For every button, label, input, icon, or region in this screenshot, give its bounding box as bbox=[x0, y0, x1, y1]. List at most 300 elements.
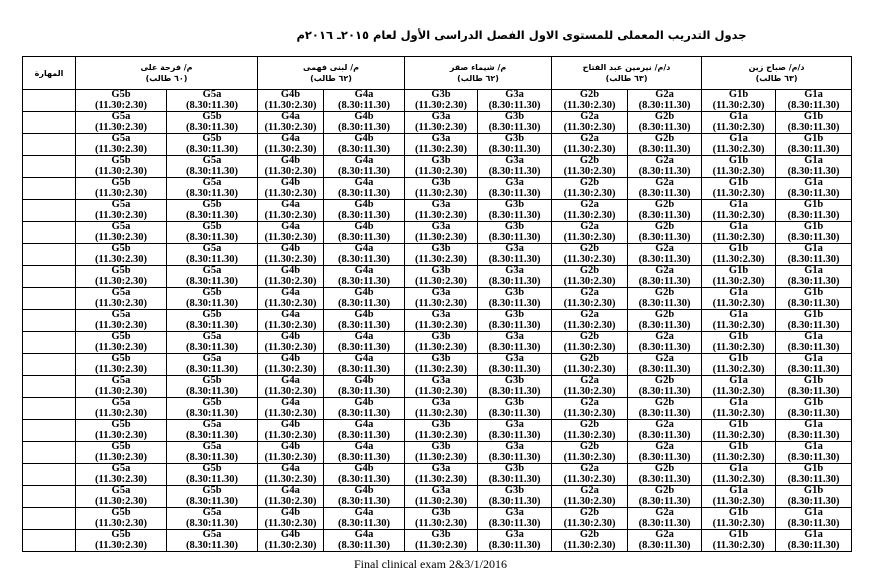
group-cell bbox=[405, 134, 478, 156]
skill-cell bbox=[23, 156, 76, 178]
group-cell bbox=[478, 288, 552, 310]
group-cell bbox=[324, 310, 405, 332]
group-cell bbox=[324, 288, 405, 310]
group-code: G2b bbox=[579, 177, 600, 188]
group-code: G4a bbox=[354, 243, 374, 254]
session-time: (11.30:2.30) bbox=[95, 363, 147, 375]
group-cell bbox=[478, 200, 552, 222]
group-cell bbox=[76, 266, 167, 288]
session-time: (11.30:2.30) bbox=[95, 253, 147, 265]
session-time: (11.30:2.30) bbox=[415, 407, 467, 419]
session-time: (11.30:2.30) bbox=[712, 495, 765, 507]
group-code: G4b bbox=[280, 331, 301, 342]
group-code: G2b bbox=[654, 463, 675, 474]
group-cell bbox=[478, 442, 552, 464]
group-code: G1a bbox=[729, 463, 748, 474]
group-cell bbox=[628, 420, 702, 442]
group-cell bbox=[776, 310, 852, 332]
session-time: (11.30:2.30) bbox=[563, 275, 616, 287]
group-code: G5a bbox=[111, 221, 131, 232]
skill-cell bbox=[23, 134, 76, 156]
group-code: G3b bbox=[431, 89, 451, 100]
session-time: (11.30:2.30) bbox=[712, 429, 765, 441]
session-time: (8.30:11.30) bbox=[338, 297, 390, 309]
table-row bbox=[23, 90, 852, 112]
session-time: (11.30:2.30) bbox=[415, 297, 467, 309]
session-time: (8.30:11.30) bbox=[488, 429, 541, 441]
group-code: G1a bbox=[804, 155, 823, 166]
session-time: (8.30:11.30) bbox=[488, 143, 541, 155]
group-code: G5b bbox=[202, 199, 222, 210]
group-cell bbox=[258, 376, 324, 398]
header-row bbox=[23, 57, 852, 90]
group-code: G5a bbox=[202, 243, 222, 254]
session-time: (8.30:11.30) bbox=[488, 319, 541, 331]
group-code: G4b bbox=[280, 441, 301, 452]
group-cell bbox=[76, 310, 167, 332]
group-cell bbox=[478, 310, 552, 332]
group-code: G2b bbox=[654, 199, 675, 210]
session-time: (8.30:11.30) bbox=[787, 495, 840, 507]
session-time: (11.30:2.30) bbox=[95, 473, 147, 485]
session-time: (8.30:11.30) bbox=[787, 517, 840, 529]
session-time: (11.30:2.30) bbox=[563, 517, 616, 529]
skill-cell bbox=[23, 332, 76, 354]
group-code: G1b bbox=[728, 353, 749, 364]
session-time: (8.30:11.30) bbox=[186, 539, 238, 551]
session-time: (8.30:11.30) bbox=[186, 99, 238, 111]
group-cell bbox=[776, 222, 852, 244]
session-time: (11.30:2.30) bbox=[415, 517, 467, 529]
session-time: (11.30:2.30) bbox=[264, 231, 317, 243]
group-code: G1a bbox=[804, 419, 823, 430]
group-code: G2a bbox=[580, 199, 599, 210]
session-time: (8.30:11.30) bbox=[638, 451, 691, 463]
group-code: G1b bbox=[728, 419, 749, 430]
group-cell bbox=[478, 222, 552, 244]
group-code: G2b bbox=[654, 485, 675, 496]
group-code: G4b bbox=[354, 111, 374, 122]
session-time: (11.30:2.30) bbox=[563, 319, 616, 331]
session-time: (8.30:11.30) bbox=[638, 187, 691, 199]
group-code: G4b bbox=[354, 397, 374, 408]
group-cell bbox=[167, 508, 258, 530]
group-code: G1a bbox=[804, 353, 823, 364]
session-time: (8.30:11.30) bbox=[186, 385, 238, 397]
session-time: (8.30:11.30) bbox=[186, 253, 238, 265]
session-time: (11.30:2.30) bbox=[264, 429, 317, 441]
group-cell bbox=[702, 442, 776, 464]
session-time: (11.30:2.30) bbox=[264, 473, 317, 485]
session-time: (8.30:11.30) bbox=[638, 99, 691, 111]
group-cell bbox=[167, 332, 258, 354]
session-time: (8.30:11.30) bbox=[488, 187, 541, 199]
group-code: G5b bbox=[111, 441, 131, 452]
group-code: G2b bbox=[654, 375, 675, 386]
session-time: (8.30:11.30) bbox=[338, 143, 390, 155]
group-cell bbox=[258, 200, 324, 222]
group-code: G4a bbox=[281, 133, 300, 144]
session-time: (11.30:2.30) bbox=[712, 363, 765, 375]
session-time: (11.30:2.30) bbox=[415, 341, 467, 353]
table-row bbox=[23, 288, 852, 310]
session-time: (8.30:11.30) bbox=[338, 209, 390, 221]
page-title bbox=[0, 28, 873, 42]
session-time: (8.30:11.30) bbox=[787, 143, 840, 155]
session-time: (11.30:2.30) bbox=[264, 275, 317, 287]
session-time: (8.30:11.30) bbox=[186, 363, 238, 375]
group-code: G2a bbox=[655, 507, 674, 518]
group-code: G1a bbox=[729, 485, 748, 496]
group-cell bbox=[167, 178, 258, 200]
session-time: (11.30:2.30) bbox=[95, 297, 147, 309]
session-time: (11.30:2.30) bbox=[712, 165, 765, 177]
session-time: (11.30:2.30) bbox=[264, 539, 317, 551]
session-time: (11.30:2.30) bbox=[712, 187, 765, 199]
group-code: G2a bbox=[655, 89, 674, 100]
session-time: (11.30:2.30) bbox=[563, 539, 616, 551]
skill-cell bbox=[23, 200, 76, 222]
group-cell bbox=[628, 310, 702, 332]
group-code: G3b bbox=[504, 375, 525, 386]
session-time: (11.30:2.30) bbox=[712, 231, 765, 243]
group-cell bbox=[702, 508, 776, 530]
session-time: (11.30:2.30) bbox=[415, 99, 467, 111]
group-code: G2b bbox=[654, 221, 675, 232]
group-code: G2b bbox=[654, 309, 675, 320]
group-cell bbox=[776, 530, 852, 552]
group-cell bbox=[702, 266, 776, 288]
group-code: G3b bbox=[431, 177, 451, 188]
session-time: (11.30:2.30) bbox=[415, 165, 467, 177]
group-code: G5b bbox=[202, 463, 222, 474]
group-cell bbox=[324, 508, 405, 530]
session-time: (8.30:11.30) bbox=[338, 165, 390, 177]
group-code: G1b bbox=[728, 177, 749, 188]
group-code: G3b bbox=[431, 155, 451, 166]
group-cell bbox=[478, 266, 552, 288]
group-code: G3b bbox=[431, 265, 451, 276]
session-time: (8.30:11.30) bbox=[338, 451, 390, 463]
group-cell bbox=[258, 156, 324, 178]
group-cell bbox=[628, 200, 702, 222]
session-time: (8.30:11.30) bbox=[787, 297, 840, 309]
group-cell bbox=[628, 486, 702, 508]
session-time: (11.30:2.30) bbox=[415, 187, 467, 199]
group-cell bbox=[552, 112, 628, 134]
group-code: G2a bbox=[580, 397, 599, 408]
group-code: G1a bbox=[729, 199, 748, 210]
table-row bbox=[23, 156, 852, 178]
group-cell bbox=[76, 376, 167, 398]
instructor-count: (٦٣ طالب) bbox=[755, 74, 798, 83]
group-code: G1b bbox=[728, 441, 749, 452]
group-cell bbox=[776, 244, 852, 266]
group-code: G1b bbox=[803, 221, 824, 232]
session-time: (11.30:2.30) bbox=[95, 429, 147, 441]
footer-text: Final clinical exam 2&3/1/2016 bbox=[354, 557, 507, 571]
session-time: (8.30:11.30) bbox=[488, 451, 541, 463]
session-time: (8.30:11.30) bbox=[186, 473, 238, 485]
session-time: (8.30:11.30) bbox=[338, 253, 390, 265]
session-time: (8.30:11.30) bbox=[338, 275, 390, 287]
group-cell bbox=[167, 354, 258, 376]
group-code: G5b bbox=[111, 89, 131, 100]
group-cell bbox=[628, 288, 702, 310]
group-code: G1a bbox=[804, 331, 823, 342]
session-time: (11.30:2.30) bbox=[712, 407, 765, 419]
group-cell bbox=[478, 134, 552, 156]
instructor-name: د/م/ نيرمين عبد الفتاح bbox=[582, 63, 671, 72]
session-time: (8.30:11.30) bbox=[787, 473, 840, 485]
group-cell bbox=[324, 354, 405, 376]
session-time: (11.30:2.30) bbox=[95, 495, 147, 507]
session-time: (11.30:2.30) bbox=[563, 429, 616, 441]
group-code: G4a bbox=[354, 507, 374, 518]
session-time: (8.30:11.30) bbox=[488, 99, 541, 111]
group-code: G2b bbox=[579, 353, 600, 364]
group-cell bbox=[776, 398, 852, 420]
group-cell bbox=[702, 222, 776, 244]
group-cell bbox=[552, 376, 628, 398]
group-cell bbox=[628, 354, 702, 376]
group-code: G2a bbox=[655, 441, 674, 452]
group-cell bbox=[552, 464, 628, 486]
group-code: G2a bbox=[580, 485, 599, 496]
group-cell bbox=[167, 200, 258, 222]
session-time: (8.30:11.30) bbox=[186, 165, 238, 177]
group-code: G5a bbox=[202, 265, 222, 276]
group-cell bbox=[258, 464, 324, 486]
group-cell bbox=[552, 200, 628, 222]
group-cell bbox=[478, 486, 552, 508]
group-cell bbox=[702, 376, 776, 398]
group-code: G4a bbox=[354, 419, 374, 430]
session-time: (8.30:11.30) bbox=[186, 209, 238, 221]
group-cell bbox=[405, 244, 478, 266]
session-time: (11.30:2.30) bbox=[415, 539, 467, 551]
skill-cell bbox=[23, 398, 76, 420]
session-time: (8.30:11.30) bbox=[638, 429, 691, 441]
group-code: G3a bbox=[431, 375, 451, 386]
group-cell bbox=[167, 530, 258, 552]
session-time: (8.30:11.30) bbox=[638, 297, 691, 309]
group-code: G4b bbox=[354, 221, 374, 232]
group-code: G4a bbox=[281, 221, 300, 232]
group-cell bbox=[478, 244, 552, 266]
group-code: G1a bbox=[804, 441, 823, 452]
instructor-name: م/ شيماء صقر bbox=[449, 63, 507, 72]
session-time: (8.30:11.30) bbox=[338, 341, 390, 353]
group-code: G3a bbox=[505, 265, 524, 276]
session-time: (11.30:2.30) bbox=[95, 341, 147, 353]
group-code: G3b bbox=[431, 507, 451, 518]
session-time: (11.30:2.30) bbox=[264, 407, 317, 419]
session-time: (8.30:11.30) bbox=[787, 539, 840, 551]
group-code: G2a bbox=[655, 353, 674, 364]
instructor-count: (٦٢ طالب) bbox=[310, 74, 352, 83]
group-cell bbox=[76, 464, 167, 486]
group-code: G3b bbox=[431, 441, 451, 452]
group-code: G1b bbox=[728, 507, 749, 518]
group-code: G3a bbox=[431, 397, 451, 408]
group-cell bbox=[628, 332, 702, 354]
session-time: (11.30:2.30) bbox=[415, 473, 467, 485]
group-cell bbox=[552, 354, 628, 376]
group-cell bbox=[628, 398, 702, 420]
session-time: (11.30:2.30) bbox=[415, 231, 467, 243]
group-code: G4a bbox=[354, 89, 374, 100]
group-cell bbox=[702, 200, 776, 222]
group-code: G3b bbox=[431, 529, 451, 540]
session-time: (11.30:2.30) bbox=[415, 385, 467, 397]
group-cell bbox=[405, 112, 478, 134]
group-cell bbox=[776, 420, 852, 442]
group-cell bbox=[258, 134, 324, 156]
group-cell bbox=[702, 310, 776, 332]
group-cell bbox=[478, 90, 552, 112]
group-code: G5b bbox=[202, 309, 222, 320]
group-cell bbox=[552, 266, 628, 288]
skill-cell bbox=[23, 90, 76, 112]
group-cell bbox=[552, 530, 628, 552]
group-code: G4b bbox=[354, 485, 374, 496]
group-cell bbox=[405, 486, 478, 508]
group-cell bbox=[258, 266, 324, 288]
session-time: (8.30:11.30) bbox=[787, 99, 840, 111]
session-time: (8.30:11.30) bbox=[787, 385, 840, 397]
session-time: (8.30:11.30) bbox=[787, 165, 840, 177]
instructor-header-3 bbox=[405, 57, 552, 90]
group-cell bbox=[324, 266, 405, 288]
session-time: (11.30:2.30) bbox=[415, 495, 467, 507]
session-time: (11.30:2.30) bbox=[264, 517, 317, 529]
session-time: (11.30:2.30) bbox=[563, 385, 616, 397]
group-code: G5a bbox=[202, 155, 222, 166]
group-code: G3a bbox=[505, 155, 524, 166]
group-cell bbox=[478, 530, 552, 552]
session-time: (11.30:2.30) bbox=[95, 517, 147, 529]
group-cell bbox=[258, 244, 324, 266]
skill-cell bbox=[23, 376, 76, 398]
group-cell bbox=[776, 442, 852, 464]
group-code: G3b bbox=[504, 199, 525, 210]
group-cell bbox=[776, 288, 852, 310]
group-cell bbox=[702, 398, 776, 420]
session-time: (11.30:2.30) bbox=[563, 341, 616, 353]
session-time: (8.30:11.30) bbox=[338, 407, 390, 419]
table-row bbox=[23, 354, 852, 376]
skill-cell bbox=[23, 420, 76, 442]
group-cell bbox=[478, 354, 552, 376]
session-time: (8.30:11.30) bbox=[638, 165, 691, 177]
session-time: (11.30:2.30) bbox=[95, 121, 147, 133]
session-time: (8.30:11.30) bbox=[186, 187, 238, 199]
group-cell bbox=[702, 486, 776, 508]
session-time: (11.30:2.30) bbox=[563, 165, 616, 177]
group-cell bbox=[76, 486, 167, 508]
group-code: G5a bbox=[111, 111, 131, 122]
group-cell bbox=[702, 464, 776, 486]
session-time: (11.30:2.30) bbox=[415, 429, 467, 441]
group-cell bbox=[76, 200, 167, 222]
group-code: G5b bbox=[202, 485, 222, 496]
session-time: (11.30:2.30) bbox=[563, 187, 616, 199]
group-cell bbox=[552, 156, 628, 178]
group-code: G3b bbox=[504, 133, 525, 144]
group-code: G1a bbox=[729, 111, 748, 122]
group-cell bbox=[702, 134, 776, 156]
group-cell bbox=[776, 486, 852, 508]
session-time: (11.30:2.30) bbox=[415, 121, 467, 133]
group-code: G2b bbox=[579, 441, 600, 452]
instructor-header-2 bbox=[552, 57, 702, 90]
group-code: G3b bbox=[504, 485, 525, 496]
group-code: G4b bbox=[354, 287, 374, 298]
group-code: G2a bbox=[655, 155, 674, 166]
group-cell bbox=[405, 530, 478, 552]
group-code: G5b bbox=[111, 331, 131, 342]
group-cell bbox=[405, 200, 478, 222]
group-cell bbox=[324, 244, 405, 266]
session-time: (8.30:11.30) bbox=[638, 319, 691, 331]
instructor-header-1 bbox=[702, 57, 852, 90]
group-code: G5a bbox=[111, 133, 131, 144]
session-time: (11.30:2.30) bbox=[415, 209, 467, 221]
session-time: (11.30:2.30) bbox=[712, 451, 765, 463]
group-code: G1b bbox=[803, 397, 824, 408]
group-code: G1b bbox=[728, 243, 749, 254]
table-row bbox=[23, 332, 852, 354]
group-code: G1b bbox=[803, 287, 824, 298]
skill-cell bbox=[23, 508, 76, 530]
group-code: G1a bbox=[804, 265, 823, 276]
group-cell bbox=[324, 530, 405, 552]
group-code: G4a bbox=[281, 199, 300, 210]
session-time: (8.30:11.30) bbox=[787, 187, 840, 199]
group-cell bbox=[478, 112, 552, 134]
session-time: (8.30:11.30) bbox=[488, 341, 541, 353]
session-time: (11.30:2.30) bbox=[264, 451, 317, 463]
session-time: (8.30:11.30) bbox=[338, 187, 390, 199]
group-code: G4b bbox=[354, 199, 374, 210]
group-cell bbox=[258, 486, 324, 508]
group-cell bbox=[324, 178, 405, 200]
group-cell bbox=[258, 398, 324, 420]
group-cell bbox=[702, 288, 776, 310]
group-cell bbox=[702, 90, 776, 112]
group-code: G4a bbox=[281, 463, 300, 474]
group-cell bbox=[405, 464, 478, 486]
group-code: G4b bbox=[280, 243, 301, 254]
group-code: G4b bbox=[280, 353, 301, 364]
group-code: G5b bbox=[202, 133, 222, 144]
session-time: (8.30:11.30) bbox=[638, 121, 691, 133]
group-cell bbox=[628, 244, 702, 266]
table-row bbox=[23, 530, 852, 552]
session-time: (8.30:11.30) bbox=[488, 517, 541, 529]
group-code: G5a bbox=[111, 397, 131, 408]
group-code: G4b bbox=[280, 419, 301, 430]
group-code: G3b bbox=[431, 243, 451, 254]
group-code: G1b bbox=[803, 133, 824, 144]
group-code: G3a bbox=[505, 331, 524, 342]
skill-cell bbox=[23, 222, 76, 244]
session-time: (8.30:11.30) bbox=[638, 385, 691, 397]
session-time: (8.30:11.30) bbox=[488, 209, 541, 221]
session-time: (11.30:2.30) bbox=[95, 187, 147, 199]
footer-note bbox=[0, 557, 873, 572]
